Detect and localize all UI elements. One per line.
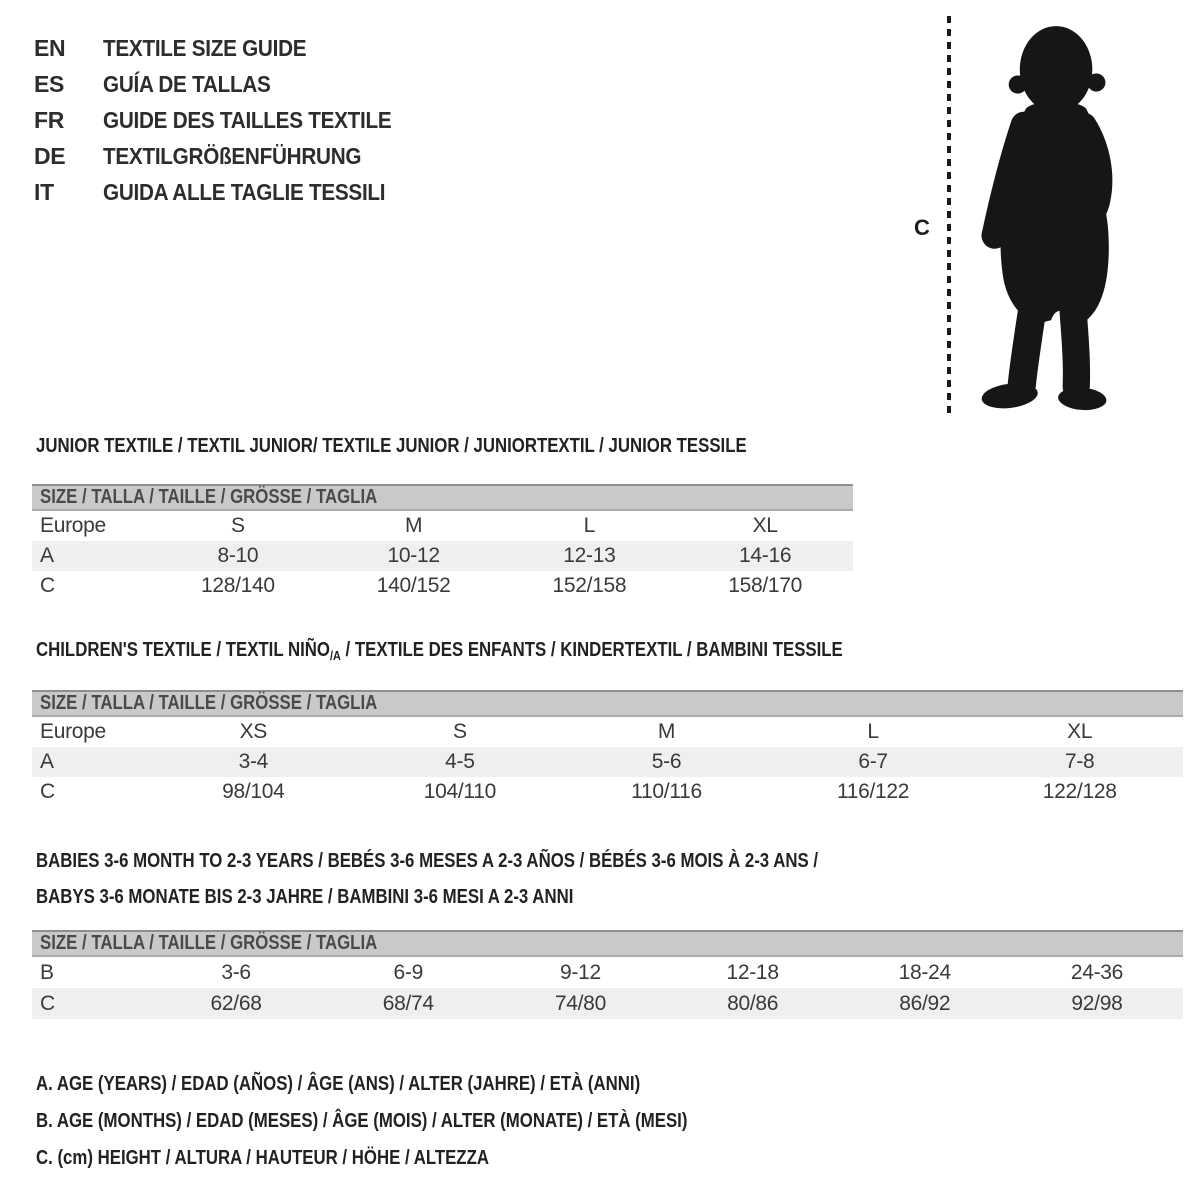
section-heading-junior-text: JUNIOR TEXTILE / TEXTIL JUNIOR/ TEXTILE JUNIOR / JUNIORTEXTIL / JUNIOR TESSILE bbox=[36, 435, 747, 457]
size-cell: 92/98 bbox=[1071, 991, 1123, 1015]
row-label: B bbox=[40, 960, 54, 984]
size-cell: 4-5 bbox=[445, 750, 475, 773]
table-row-b bbox=[32, 957, 1183, 988]
size-cell: 12-18 bbox=[726, 960, 779, 984]
size-cell: 140/152 bbox=[376, 574, 451, 597]
size-cell: 9-12 bbox=[560, 960, 601, 984]
language-title-list bbox=[34, 30, 424, 210]
junior-size-table bbox=[32, 484, 853, 601]
size-cell: XS bbox=[239, 720, 267, 743]
size-cell: 104/110 bbox=[423, 780, 497, 803]
legend-b-text: B. AGE (MONTHS) / EDAD (MESES) / ÂGE (MOIS) / ALTER (MONATE) / ETÀ (MESI) bbox=[36, 1110, 688, 1132]
size-cell: S bbox=[231, 514, 245, 537]
language-row-fr bbox=[34, 102, 424, 138]
size-cell: 98/104 bbox=[222, 780, 285, 803]
size-cell: XL bbox=[752, 514, 778, 537]
legend-line-age-months bbox=[36, 1110, 812, 1133]
babies-heading-line1-text: BABIES 3-6 MONTH TO 2-3 YEARS / BEBÉS 3-6 MESES A 2-3 AÑOS / BÉBÉS 3-6 MOIS À 2-3 ANS / bbox=[36, 850, 819, 872]
babies-heading-line2-text: BABYS 3-6 MONATE BIS 2-3 JAHRE / BAMBINI 3-6 MESI A 2-3 ANNI bbox=[36, 886, 574, 908]
size-header-bar bbox=[32, 930, 1183, 957]
size-cell: 128/140 bbox=[200, 574, 275, 597]
language-code: EN bbox=[34, 34, 66, 61]
size-cell: 24-36 bbox=[1070, 960, 1124, 984]
height-measure-label: C bbox=[914, 215, 930, 240]
size-cell: 3-6 bbox=[221, 960, 251, 984]
table-row-a bbox=[32, 747, 1183, 777]
row-label: C bbox=[40, 780, 55, 803]
size-cell: M bbox=[657, 720, 676, 743]
junior-table-rows bbox=[32, 511, 853, 601]
row-label: Europe bbox=[40, 720, 106, 743]
toddler-silhouette-icon bbox=[958, 12, 1140, 415]
babies-size-table bbox=[32, 930, 1183, 1019]
size-cell: 152/158 bbox=[552, 574, 627, 597]
row-label: Europe bbox=[40, 514, 106, 537]
babies-table-rows bbox=[32, 957, 1183, 1019]
size-cell: 80/86 bbox=[727, 991, 779, 1015]
size-cell: L bbox=[583, 514, 596, 537]
size-cell: L bbox=[867, 720, 879, 743]
language-row-it bbox=[34, 174, 424, 210]
size-header-text: SIZE / TALLA / TAILLE / GRÖSSE / TAGLIA bbox=[40, 486, 378, 508]
language-code: DE bbox=[34, 142, 66, 169]
size-cell: 86/92 bbox=[899, 991, 951, 1015]
children-size-table bbox=[32, 690, 1183, 807]
size-cell: 116/122 bbox=[836, 780, 910, 803]
language-code: ES bbox=[34, 70, 65, 97]
table-row-a bbox=[32, 541, 853, 571]
size-cell: M bbox=[405, 514, 423, 537]
table-row-europe bbox=[32, 717, 1183, 747]
height-dashed-line bbox=[947, 16, 951, 415]
size-header-bar bbox=[32, 484, 853, 511]
children-heading-subscript: /A bbox=[329, 648, 341, 663]
size-cell: 158/170 bbox=[728, 574, 803, 597]
language-code: FR bbox=[34, 106, 65, 133]
table-row-c bbox=[32, 777, 1183, 807]
children-table-rows bbox=[32, 717, 1183, 807]
section-heading-babies-line1 bbox=[36, 849, 967, 873]
section-heading-junior bbox=[36, 434, 882, 458]
language-row-en bbox=[34, 30, 424, 66]
size-cell: 74/80 bbox=[554, 991, 606, 1015]
table-row-c bbox=[32, 571, 853, 601]
size-cell: 3-4 bbox=[238, 750, 269, 773]
children-heading-post: / TEXTILE DES ENFANTS / KINDERTEXTIL / BAMBINI TESSILE bbox=[340, 639, 843, 661]
size-cell: 122/128 bbox=[1042, 780, 1117, 803]
children-heading-pre: CHILDREN'S TEXTILE / TEXTIL NIÑO bbox=[36, 639, 330, 661]
table-row-europe bbox=[32, 511, 853, 541]
row-label: A bbox=[40, 544, 54, 567]
language-code: IT bbox=[34, 178, 54, 205]
size-cell: 10-12 bbox=[387, 544, 440, 567]
legend-line-age-years bbox=[36, 1073, 755, 1096]
size-cell: 7-8 bbox=[1064, 750, 1095, 773]
size-cell: 6-7 bbox=[858, 750, 888, 773]
size-cell: 5-6 bbox=[651, 750, 682, 773]
row-label: A bbox=[40, 750, 54, 773]
table-row-c bbox=[32, 988, 1183, 1019]
size-cell: 12-13 bbox=[563, 544, 616, 567]
legend-a-text: A. AGE (YEARS) / EDAD (AÑOS) / ÂGE (ANS) / ALTER (JAHRE) / ETÀ (ANNI) bbox=[36, 1073, 641, 1095]
size-cell: S bbox=[453, 720, 467, 743]
size-cell: 8-10 bbox=[217, 544, 259, 567]
size-cell: 18-24 bbox=[898, 960, 951, 984]
language-row-de bbox=[34, 138, 424, 174]
section-heading-children-text bbox=[36, 638, 843, 668]
size-cell: XL bbox=[1067, 720, 1093, 743]
section-heading-children bbox=[36, 638, 996, 668]
size-cell: 6-9 bbox=[393, 960, 423, 984]
size-header-bar bbox=[32, 690, 1183, 717]
size-cell: 62/68 bbox=[210, 991, 262, 1015]
language-title: GUÍA DE TALLAS bbox=[103, 70, 271, 97]
language-title: TEXTILE SIZE GUIDE bbox=[103, 34, 307, 61]
row-label: C bbox=[40, 991, 55, 1015]
language-title: TEXTILGRÖßENFÜHRUNG bbox=[103, 142, 362, 169]
language-title: GUIDE DES TAILLES TEXTILE bbox=[103, 106, 392, 133]
language-row-es bbox=[34, 66, 424, 102]
row-label: C bbox=[40, 574, 55, 597]
size-cell: 14-16 bbox=[739, 544, 792, 567]
language-title: GUIDA ALLE TAGLIE TESSILI bbox=[103, 178, 386, 205]
size-cell: 68/74 bbox=[382, 991, 434, 1015]
size-cell: 110/116 bbox=[631, 780, 702, 803]
section-heading-babies-line2 bbox=[36, 885, 676, 909]
size-header-text: SIZE / TALLA / TAILLE / GRÖSSE / TAGLIA bbox=[40, 932, 378, 954]
legend-line-height-cm bbox=[36, 1147, 575, 1170]
legend-c-text: C. (cm) HEIGHT / ALTURA / HAUTEUR / HÖHE / ALTEZZA bbox=[36, 1147, 489, 1169]
size-header-text: SIZE / TALLA / TAILLE / GRÖSSE / TAGLIA bbox=[40, 692, 378, 714]
